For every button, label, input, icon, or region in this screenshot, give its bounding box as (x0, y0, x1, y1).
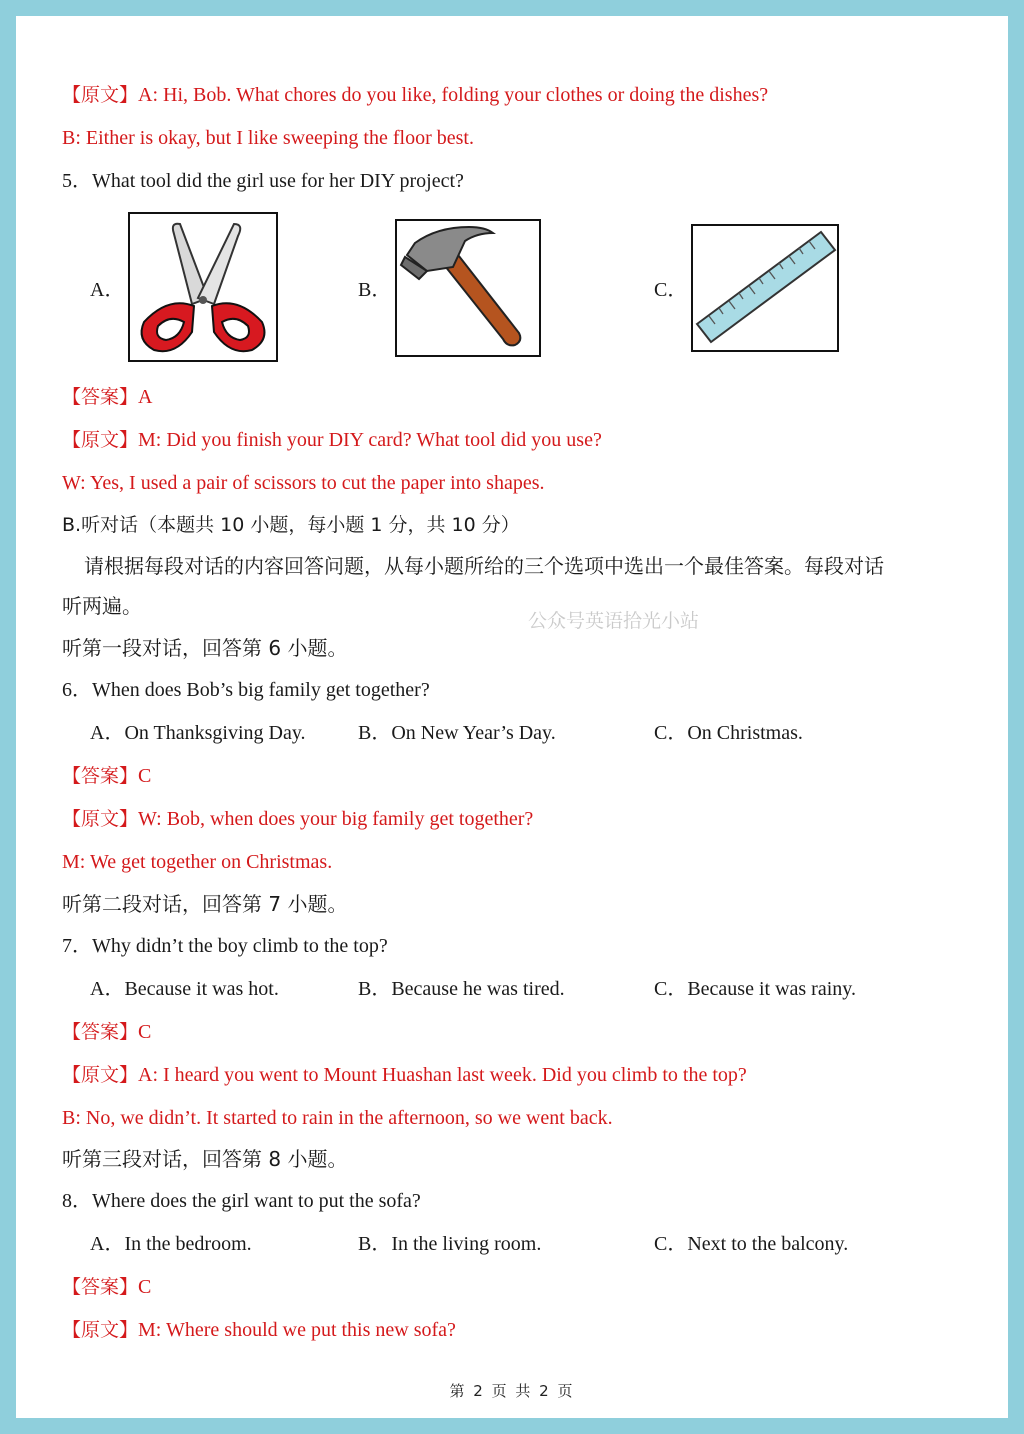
q7-answer: 【答案】C (62, 1021, 152, 1043)
q5-option-c-letter: C． (654, 279, 688, 301)
q5-question: 5．What tool did the girl use for her DIY project? (62, 170, 464, 192)
q5-transcript-line1: 【原文】M: Did you finish your DIY card? What tool did you use? (62, 429, 602, 451)
q7-option-b: B．Because he was tired. (358, 978, 565, 1000)
section-b-title: B.听对话（本题共 10 小题，每小题 1 分，共 10 分） (62, 514, 520, 536)
q8-transcript-line1: 【原文】M: Where should we put this new sofa? (62, 1319, 456, 1341)
q5-option-a-letter: A． (90, 279, 125, 301)
q6-intro: 听第一段对话，回答第 6 小题。 (62, 636, 348, 660)
q7-option-a: A．Because it was hot. (90, 978, 279, 1000)
q7-transcript-line2: B: No, we didn’t. It started to rain in the afternoon, so we went back. (62, 1107, 613, 1129)
q7-option-c: C．Because it was rainy. (654, 978, 856, 1000)
q6-option-a: A．On Thanksgiving Day. (90, 722, 306, 744)
q5-option-b-letter: B． (358, 279, 392, 301)
q8-question: 8．Where does the girl want to put the sofa? (62, 1190, 421, 1212)
watermark: 公众号英语拾光小站 (528, 610, 700, 632)
document-page (16, 16, 1008, 1418)
scissors-icon (128, 212, 278, 362)
q6-transcript-line2: M: We get together on Christmas. (62, 851, 333, 873)
q6-answer: 【答案】C (62, 765, 152, 787)
q6-transcript-line1: 【原文】W: Bob, when does your big family get together? (62, 808, 534, 830)
hammer-icon (395, 219, 541, 357)
q6-option-c: C．On Christmas. (654, 722, 803, 744)
q8-answer: 【答案】C (62, 1276, 152, 1298)
q5-answer: 【答案】A (62, 386, 153, 408)
q8-option-a: A．In the bedroom. (90, 1233, 252, 1255)
page-footer: 第 2 页 共 2 页 (449, 1382, 575, 1400)
q8-option-b: B．In the living room. (358, 1233, 542, 1255)
q6-option-b: B．On New Year’s Day. (358, 722, 556, 744)
section-b-instruction-1: 请根据每段对话的内容回答问题，从每小题所给的三个选项中选出一个最佳答案。每段对话 (84, 554, 884, 578)
q7-transcript-line1: 【原文】A: I heard you went to Mount Huashan last week. Did you climb to the top? (62, 1064, 747, 1086)
q5-transcript-line2: W: Yes, I used a pair of scissors to cut the paper into shapes. (62, 472, 545, 494)
q8-option-c: C．Next to the balcony. (654, 1233, 849, 1255)
q6-question: 6．When does Bob’s big family get together? (62, 679, 430, 701)
ruler-icon (691, 224, 839, 352)
section-b-instruction-2: 听两遍。 (62, 594, 142, 618)
q8-intro: 听第三段对话，回答第 8 小题。 (62, 1147, 348, 1171)
q4-transcript-line1: 【原文】A: Hi, Bob. What chores do you like, folding your clothes or doing the dishes? (62, 84, 769, 106)
q4-transcript-line2: B: Either is okay, but I like sweeping the floor best. (62, 127, 474, 149)
q7-intro: 听第二段对话，回答第 7 小题。 (62, 892, 348, 916)
q7-question: 7．Why didn’t the boy climb to the top? (62, 935, 388, 957)
